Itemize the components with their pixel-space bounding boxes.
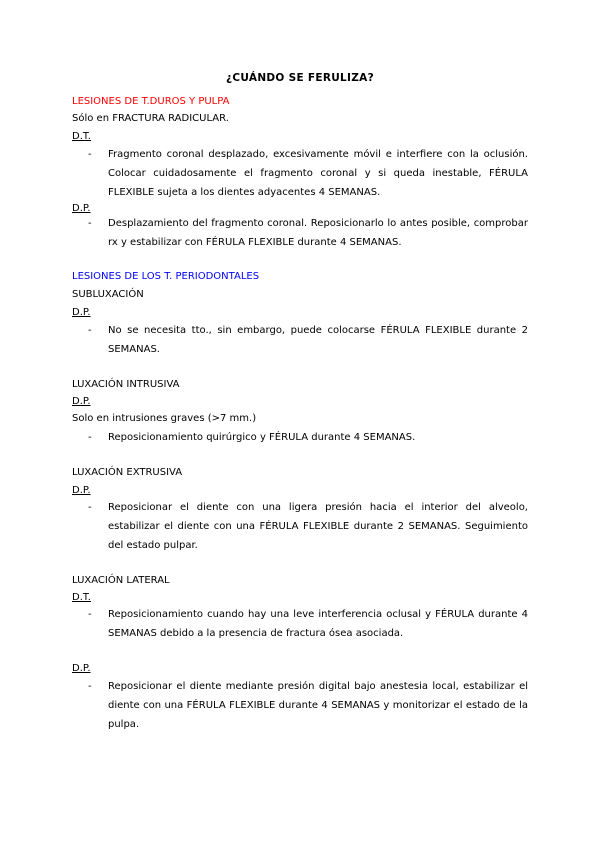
dt-label: D.T. <box>72 592 91 603</box>
subsection-title-extrusiva: LUXACIÓN EXTRUSIVA <box>72 467 183 478</box>
section-heading-hard-tissue: LESIONES DE T.DUROS Y PULPA <box>72 96 230 107</box>
bullet-dash: - <box>88 681 92 692</box>
list-item-text: Desplazamiento del fragmento coronal. Reposicionarlo lo antes posible, comprobar rx y estabilizar con FÉRULA FLEXIBLE durante 4 SEMANAS. <box>108 218 528 248</box>
page-title: ¿CUÁNDO SE FERULIZA? <box>226 72 374 84</box>
subsection-title-lateral: LUXACIÓN LATERAL <box>72 575 170 586</box>
bullet-dash: - <box>88 502 92 513</box>
dp-label: D.P. <box>72 396 91 407</box>
subsection-title-subluxacion: SUBLUXACIÓN <box>72 289 144 300</box>
section-heading-periodontal: LESIONES DE LOS T. PERIODONTALES <box>72 271 260 282</box>
bullet-dash: - <box>88 218 92 229</box>
bullet-dash: - <box>88 609 92 620</box>
list-item-text: Reposicionar el diente mediante presión digital bajo anestesia local, estabilizar el diente con una FÉRULA FLEXIBLE durante 4 SEMANAS y monitorizar el estado de la pulpa. <box>108 681 528 730</box>
bullet-dash: - <box>88 149 92 160</box>
dp-label: D.P. <box>72 663 91 674</box>
dp-label: D.P. <box>72 307 91 318</box>
list-item-text: Reposicionamiento cuando hay una leve interferencia oclusal y FÉRULA durante 4 SEMANAS debido a la presencia de fractura ósea asociada. <box>108 609 528 639</box>
list-item-text: Reposicionar el diente con una ligera presión hacia el interior del alveolo, estabilizar el diente con una FÉRULA FLEXIBLE durante 2 SEMANAS. Seguimiento del estado pulpar. <box>108 502 528 551</box>
dt-label: D.T. <box>72 131 91 142</box>
bullet-dash: - <box>88 432 92 443</box>
section-intro: Sólo en FRACTURA RADICULAR. <box>72 113 229 124</box>
list-item-text: No se necesita tto., sin embargo, puede colocarse FÉRULA FLEXIBLE durante 2 SEMANAS. <box>108 325 528 355</box>
intrusion-note: Solo en intrusiones graves (>7 mm.) <box>72 413 257 424</box>
subsection-title-intrusiva: LUXACIÓN INTRUSIVA <box>72 379 180 390</box>
list-item-text: Reposicionamiento quirúrgico y FÉRULA durante 4 SEMANAS. <box>108 432 416 443</box>
dp-label: D.P. <box>72 203 91 214</box>
list-item-text: Fragmento coronal desplazado, excesivamente móvil e interfiere con la oclusión. Colocar cuidadosamente el fragmento coronal y si queda inestable, FÉRULA FLEXIBLE sujeta a los dientes adyacentes 4 SEMANAS. <box>108 149 528 198</box>
bullet-dash: - <box>88 325 92 336</box>
dp-label: D.P. <box>72 485 91 496</box>
